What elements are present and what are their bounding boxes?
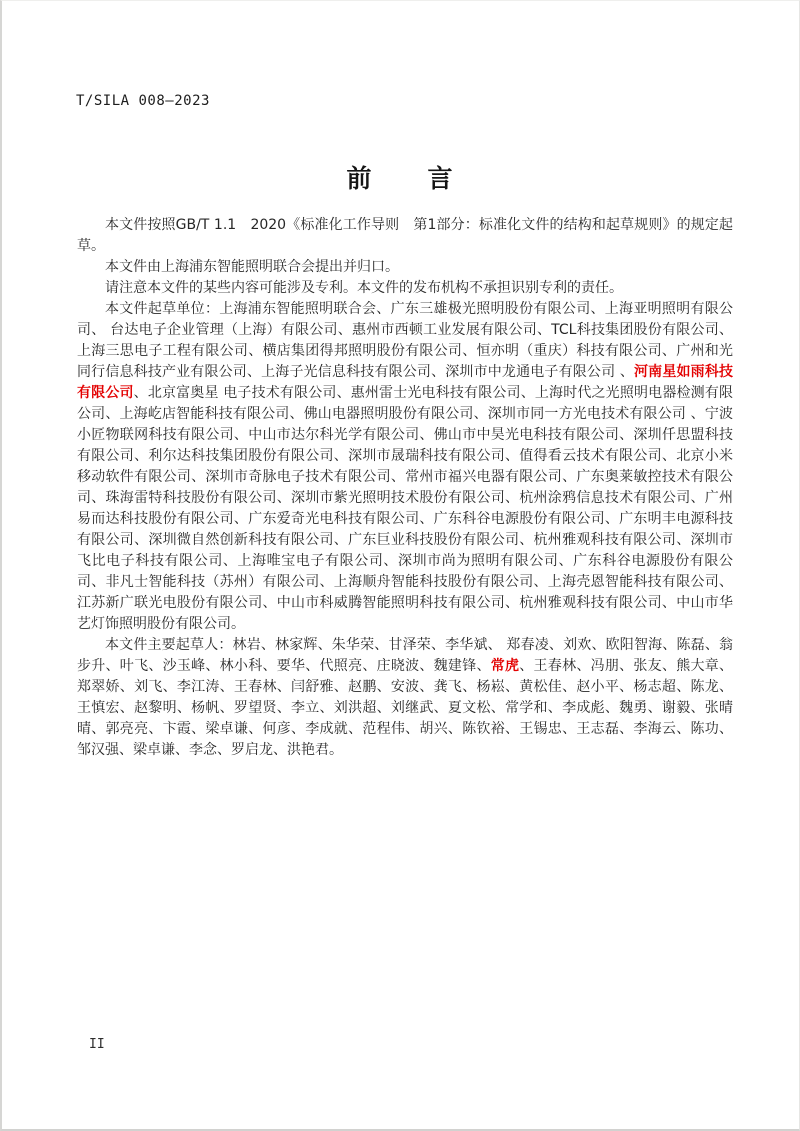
drafting-basis-text: 本文件按照GB/T 1.1 2020《标准化工作导则 第1部分：标准化文件的结构和起草规则》的规定起草。 xyxy=(77,217,733,254)
page-title: 前 言 xyxy=(346,164,455,193)
paragraph-main-drafters xyxy=(77,635,733,761)
drafters-text-before: 本文件主要起草人：林岩、林家辉、朱华荣、甘泽荣、李华斌、 郑春凌、刘欢、欧阳智海、陈磊、翁步升、叶飞、沙玉峰、林小科、要华、代照亮、庄晓波、魏建锋、 xyxy=(77,637,733,674)
paragraph-proposer xyxy=(77,257,733,278)
orgs-text-after: 、北京富奥星 电子技术有限公司、惠州雷士光电科技有限公司、上海时代之光照明电器检测有限公司、上海屹店智能科技有限公司、佛山电器照明股份有限公司、深圳市同一方光电技术有限公司 、宁波小匠物联网科技有限公司、中山市达尔科光学有限公司、佛山市中昊光电科技有限公司、深圳仟思盟科技有限公司、利尔达科技集团股份有限公司、深圳市晟瑞科技有限公司、值得看云技术有限公司、北京小米移动软件有限公司、深圳市奇脉电子技术有限公司、常州市福兴电器有限公司、广东奥莱敏控技术有限公司、珠海雷特科技股份有限公司、深圳市紫光照明技术股份有限公司、杭州涂鸦信息技术有限公司、广州易而达科技股份有限公司、广东爱奇光电科技有限公司、广东科谷电源股份有限公司、广东明丰电源科技有限公司、深圳微自然创新科技有限公司、广东巨业科技股份有限公司、杭州雅观科技有限公司、深圳市飞比电子科技有限公司、上海唯宝电子有限公司、深圳市尚为照明有限公司、广东科谷电源股份有限公司、非凡士智能科技（苏州）有限公司、上海顺舟智能科技股份有限公司、上海壳恩智能科技有限公司、江苏新广联光电股份有限公司、中山市科威腾智能照明科技有限公司、杭州雅观科技有限公司、中山市华艺灯饰照明股份有限公司。 xyxy=(77,385,733,632)
paragraph-patent-notice xyxy=(77,278,733,299)
drafters-text-after: 、王春林、冯朋、张友、熊大章、郑翠娇、刘飞、李江涛、王春林、闫舒雅、赵鹏、安波、龚飞、杨崧、黄松佳、赵小平、杨志超、陈龙、王慎宏、赵黎明、杨帆、罗望贤、李立、刘洪超、刘继武、夏文松、常学和、李成彪、魏勇、谢毅、张晴晴、郭亮亮、卞霞、梁卓谦、何彦、李成就、范程伟、胡兴、陈钦裕、王锡忠、王志磊、李海云、陈功、邹汉强、梁卓谦、李念、罗启龙、洪艳君。 xyxy=(77,658,734,758)
paragraph-drafting-basis xyxy=(77,215,733,257)
orgs-text-before: 本文件起草单位：上海浦东智能照明联合会、广东三雄极光照明股份有限公司、上海亚明照明有限公司、 台达电子企业管理（上海）有限公司、惠州市西顿工业发展有限公司、TCL科技集团股份有限公司、上海三思电子工程有限公司、横店集团得邦照明股份有限公司、恒亦明（重庆）科技有限公司、广州和光同行信息科技产业有限公司、上海子光信息科技有限公司、深圳市中龙通电子有限公司 、 xyxy=(77,301,733,380)
patent-notice-text: 请注意本文件的某些内容可能涉及专利。本文件的发布机构不承担识别专利的责任。 xyxy=(105,280,623,296)
standard-number: T/SILA 008—2023 xyxy=(76,93,210,109)
orgs-highlighted-company: 河南星如雨科技有限公司 xyxy=(77,364,733,401)
document-body xyxy=(77,215,733,761)
page-number: II xyxy=(89,1037,105,1052)
drafters-highlighted-name: 常虎 xyxy=(490,658,520,674)
proposer-text: 本文件由上海浦东智能照明联合会提出并归口。 xyxy=(105,259,399,275)
paragraph-drafting-organizations xyxy=(77,299,733,635)
